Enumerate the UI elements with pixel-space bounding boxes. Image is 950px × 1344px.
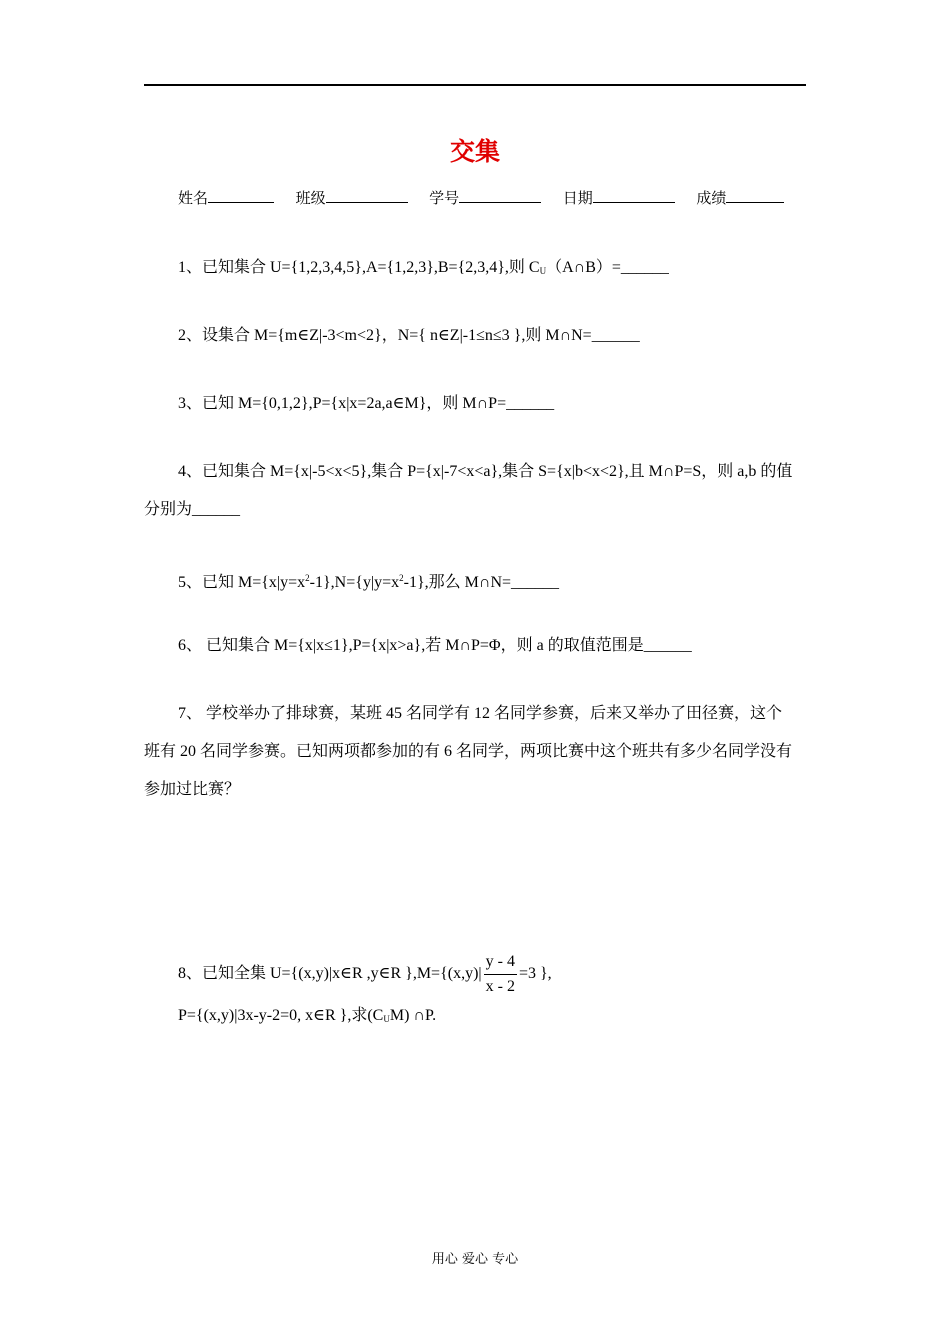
question-1: 1、已知集合 U={1,2,3,4,5},A={1,2,3},B={2,3,4},则 $C_U(A\cap B)=\_\_\_\_\_\_$ xyxy=(178,259,669,276)
header-rule xyxy=(144,84,806,86)
question-6: 6、 已知集合 M={x|x≤1},P={x|x>a},若 M∩P=Φ，则 a 的取值范围是______ xyxy=(178,637,692,654)
class-field[interactable] xyxy=(326,188,408,203)
question-7-line-1: 7、 学校举办了排球赛，某班 45 名同学有 12 名同学参赛，后来又举办了田径赛，这个 xyxy=(178,705,783,722)
number-label: 学号 xyxy=(429,189,460,207)
fraction: $\frac{y - 4}{x - 2}$ xyxy=(485,953,515,995)
question-7-line-2: 班有 20 名同学参赛。已知两项都参加的有 6 名同学，两项比赛中这个班共有多少名同学没有 xyxy=(144,743,793,760)
page-title: 交集 xyxy=(449,137,500,166)
question-8-line-1: 8、已知全集 U={(x,y)|x∈R ,y∈R },M={(x,y)| $\frac{y - 4}{x - 2}$ =3 }, xyxy=(178,953,552,995)
question-8-line-2: P={(x,y)|3x-y-2=0, x∈R },求$(C_UM)$ ∩P. xyxy=(178,1007,437,1024)
name-label: 姓名 xyxy=(178,189,209,207)
number-field[interactable] xyxy=(459,188,541,203)
score-field[interactable] xyxy=(726,188,784,203)
question-4-line-1: 4、已知集合 M={x|-5<x<5},集合 P={x|-7<x<a},集合 S={x|b<x<2},且 M∩P=S，则 a,b 的值 xyxy=(178,463,793,480)
class-label: 班级 xyxy=(295,189,326,207)
score-label: 成绩 xyxy=(696,189,727,207)
question-7-line-3: 参加过比赛？ xyxy=(144,781,241,798)
date-field[interactable] xyxy=(593,188,675,203)
student-info-row xyxy=(144,188,848,208)
question-2: 2、设集合 M={m∈Z|-3<m<2}，N={ n∈Z|-1≤n≤3 },则 M∩N=______ xyxy=(178,327,640,344)
question-4-line-2: 分别为______ xyxy=(144,501,241,518)
question-5: 5、已知 $M=\{x|y=x^2-1\},N=\{y|y=x^2-1\}$,那么 M∩N=______ xyxy=(178,573,560,591)
name-field[interactable] xyxy=(208,188,274,203)
date-label: 日期 xyxy=(562,189,593,207)
question-3: 3、已知 M={0,1,2},P={x|x=2a,a∈M}，则 M∩P=______ xyxy=(178,395,555,412)
page-footer: 用心 爱心 专心 xyxy=(431,1252,519,1267)
